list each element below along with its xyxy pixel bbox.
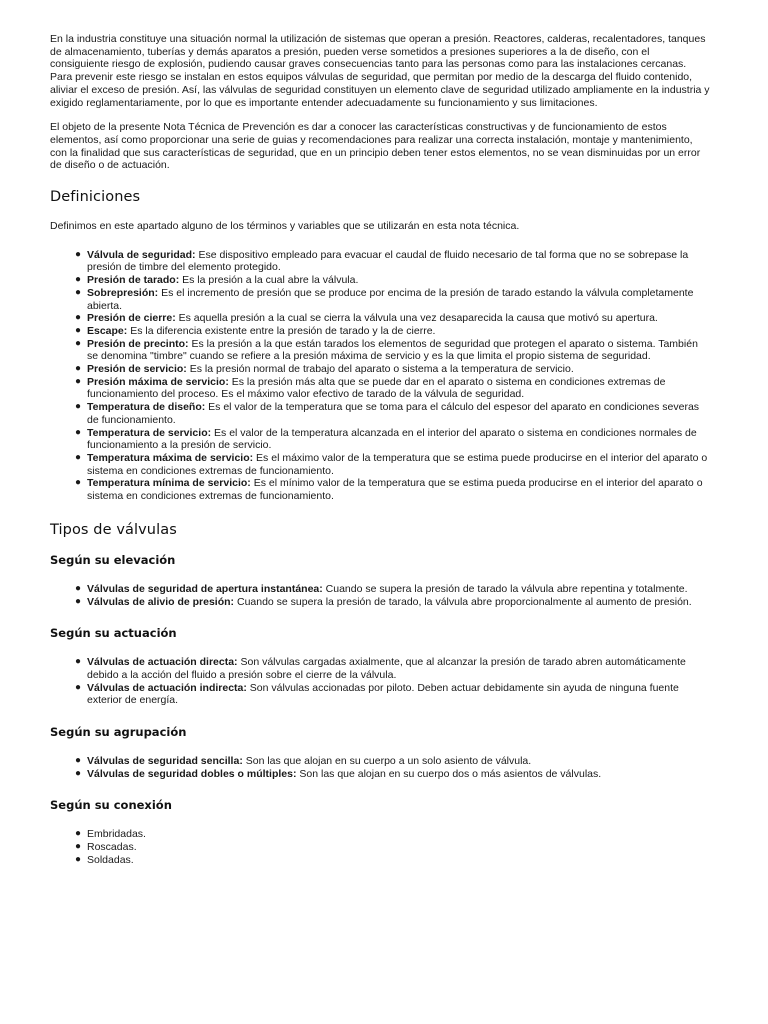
list-item-term: Válvulas de seguridad dobles o múltiples:	[87, 767, 297, 780]
list-item-text: Cuando se supera la presión de tarado, la válvula abre proporcionalmente al aumento de presión.	[234, 595, 692, 608]
list-item	[75, 853, 710, 867]
list-item-text: Son las que alojan en su cuerpo dos o más asientos de válvulas.	[296, 767, 602, 780]
document-page	[50, 33, 710, 867]
list-item-term: Válvulas de actuación directa:	[87, 656, 238, 669]
list-item-text: Es el valor de la temperatura alcanzada en el interior del aparato o sistema en condiciones normales de funcionamiento a la presión de servicio.	[87, 426, 697, 452]
list-item-text: Es la presión normal de trabajo del aparato o sistema a la temperatura de servicio.	[186, 363, 574, 376]
conexion-list	[50, 828, 710, 866]
list-item	[75, 363, 710, 376]
bullet-icon: ●	[75, 312, 82, 324]
list-item	[75, 337, 710, 363]
list-item	[75, 656, 710, 681]
bullet-icon: ●	[75, 755, 82, 767]
list-item-term: Sobrepresión:	[87, 286, 159, 299]
actuacion-list	[50, 656, 710, 707]
bullet-icon: ●	[75, 828, 82, 840]
list-item-text: Cuando se supera la presión de tarado la válvula abre repentina y totalmente.	[322, 582, 688, 595]
list-item-text: Es el mínimo valor de la temperatura que se estima pueda producirse en el interior del aparato o sistema en condiciones extremas de funcionamiento.	[87, 477, 703, 503]
bullet-icon: ●	[75, 767, 82, 779]
list-item	[75, 582, 710, 596]
list-item-text: Es aquella presión a la cual se cierra la válvula una vez desaparecida la causa que motivó su apertura.	[175, 312, 658, 325]
list-item-term: Escape:	[87, 324, 128, 337]
list-item	[75, 828, 710, 841]
list-item-text: Es la diferencia existente entre la presión de tarado y la de cierre.	[127, 324, 436, 337]
list-item	[75, 286, 710, 312]
bullet-icon: ●	[75, 451, 82, 463]
subsection-title-agrupacion: Según su agrupación	[50, 725, 187, 740]
list-item	[75, 426, 710, 452]
bullet-icon: ●	[75, 681, 82, 693]
agrupacion-list	[50, 755, 710, 780]
list-item-text: Es el máximo valor de la temperatura que se estima puede producirse en el interior del aparato o sistema en condiciones extremas de funcionamiento.	[87, 451, 708, 477]
list-item-term: Válvula de seguridad:	[87, 248, 196, 261]
subsection-title-conexion: Según su conexión	[50, 798, 172, 813]
list-item-term: Presión de tarado:	[87, 274, 180, 287]
list-item-text: Son las que alojan en su cuerpo a un solo asiento de válvula.	[242, 755, 532, 768]
list-item-text: Es el incremento de presión que se produce por encima de la presión de tarado estando la válvula completamente abierta.	[87, 286, 694, 312]
bullet-icon: ●	[75, 853, 82, 865]
list-item-term: Presión de precinto:	[87, 337, 189, 350]
list-item-text: Es la presión más alta que se puede dar en el aparato o sistema en condiciones extremas de funcionamiento del proceso. Es el máximo valor efectivo de tarado de la válvula de seguridad.	[87, 375, 666, 401]
bullet-icon: ●	[75, 426, 82, 438]
list-item	[75, 767, 710, 781]
bullet-icon: ●	[75, 363, 82, 375]
list-item-text: Son válvulas cargadas axialmente, que al alcanzar la presión de tarado abren automáticamente debido a la acción del fluido a presión sobre el cierre de la válvula.	[87, 656, 686, 681]
list-item-text: Soldadas.	[87, 853, 134, 866]
list-item	[75, 755, 710, 768]
bullet-icon: ●	[75, 286, 82, 298]
subsection-title-elevacion: Según su elevación	[50, 552, 176, 567]
list-item	[75, 324, 710, 338]
list-item-term: Válvulas de actuación indirecta:	[87, 681, 247, 694]
list-item	[75, 274, 710, 287]
bullet-icon: ●	[75, 324, 82, 336]
list-item	[75, 248, 710, 274]
list-item-term: Temperatura mínima de servicio:	[87, 477, 251, 490]
definitions-list	[50, 249, 710, 503]
list-item	[75, 401, 710, 426]
bullet-icon: ●	[75, 595, 82, 607]
elevacion-list	[50, 583, 710, 608]
list-item	[75, 375, 710, 401]
bullet-icon: ●	[75, 582, 82, 594]
bullet-icon: ●	[75, 337, 82, 349]
list-item-term: Presión de servicio:	[87, 363, 187, 376]
list-item-text: Es la presión a la que están tarados los elementos de seguridad que protegen el aparato o sistema. También se denomina "timbre" cuando se refiere a la presión máxima de servicio y es la que limita el propio sistema de seguridad.	[87, 337, 698, 363]
intro-paragraph-2: El objeto de la presente Nota Técnica de Prevención es dar a conocer las características constructivas y de funcionamiento de estos elementos, así como proporcionar una serie de guias y recomendaciones para realizar una correcta instalación, montaje y mantenimiento, con la finalidad que sus características de seguridad, que en un principio deben tener estos elementos, no se vean disminuidas por un error de diseño o de actuación.	[50, 121, 701, 172]
section-title-tipos: Tipos de válvulas	[50, 521, 177, 538]
list-item	[75, 841, 710, 854]
list-item-text: Embridadas.	[87, 828, 146, 841]
list-item-term: Temperatura de servicio:	[87, 426, 212, 439]
list-item	[75, 477, 710, 503]
subsection-title-actuacion: Según su actuación	[50, 626, 177, 641]
bullet-icon: ●	[75, 248, 82, 260]
section-title-definiciones: Definiciones	[50, 189, 141, 206]
bullet-icon: ●	[75, 477, 82, 489]
list-item-text: Roscadas.	[87, 841, 137, 854]
intro-paragraph-1: En la industria constituye una situación normal la utilización de sistemas que operan a presión. Reactores, calderas, recalentadores, tanques de almacenamiento, tuberías y demás aparatos a presión, pueden verse sometidos a presiones superiores a la de diseño, con el consiguiente riesgo de explosión, pudiendo causar graves consecuencias tanto para las personas como para las instalaciones cercanas. Para prevenir este riesgo se instalan en estos equipos válvulas de seguridad, que permitan por medio de la descarga del fluido contenido, aliviar el exceso de presión. Así, las válvulas de seguridad constituyen un elemento clave de seguridad utilizado ampliamente en la industria y exigido reglamentariamente, por lo que es importante entender adecuadamente su funcionamiento y sus limitaciones.	[50, 33, 710, 109]
definiciones-intro: Definimos en este apartado alguno de los términos y variables que se utilizarán en esta nota técnica.	[50, 220, 520, 233]
list-item-term: Temperatura máxima de servicio:	[87, 451, 254, 464]
bullet-icon: ●	[75, 401, 82, 413]
list-item-text: Son válvulas accionadas por piloto. Deben actuar debidamente sin ayuda de ninguna fuente exterior de energía.	[87, 681, 679, 707]
list-item-text: Ese dispositivo empleado para evacuar el caudal de fluido necesario de tal forma que no se sobrepase la presión de timbre del elemento protegido.	[87, 248, 689, 274]
bullet-icon: ●	[75, 375, 82, 387]
bullet-icon: ●	[75, 656, 82, 668]
list-item	[75, 681, 710, 707]
list-item-term: Válvulas de seguridad de apertura instantánea:	[87, 582, 323, 595]
list-item-text: Es la presión a la cual abre la válvula.	[179, 274, 359, 287]
list-item-term: Válvulas de alivio de presión:	[87, 595, 235, 608]
list-item-text: Es el valor de la temperatura que se toma para el cálculo del espesor del aparato en condiciones severas de funcionamiento.	[87, 401, 700, 426]
list-item	[75, 312, 710, 325]
list-item-term: Presión de cierre:	[87, 312, 176, 325]
list-item-term: Temperatura de diseño:	[87, 401, 206, 414]
list-item	[75, 451, 710, 477]
list-item	[75, 595, 710, 609]
bullet-icon: ●	[75, 274, 82, 286]
list-item-term: Presión máxima de servicio:	[87, 375, 229, 388]
bullet-icon: ●	[75, 841, 82, 853]
list-item-term: Válvulas de seguridad sencilla:	[87, 755, 243, 768]
